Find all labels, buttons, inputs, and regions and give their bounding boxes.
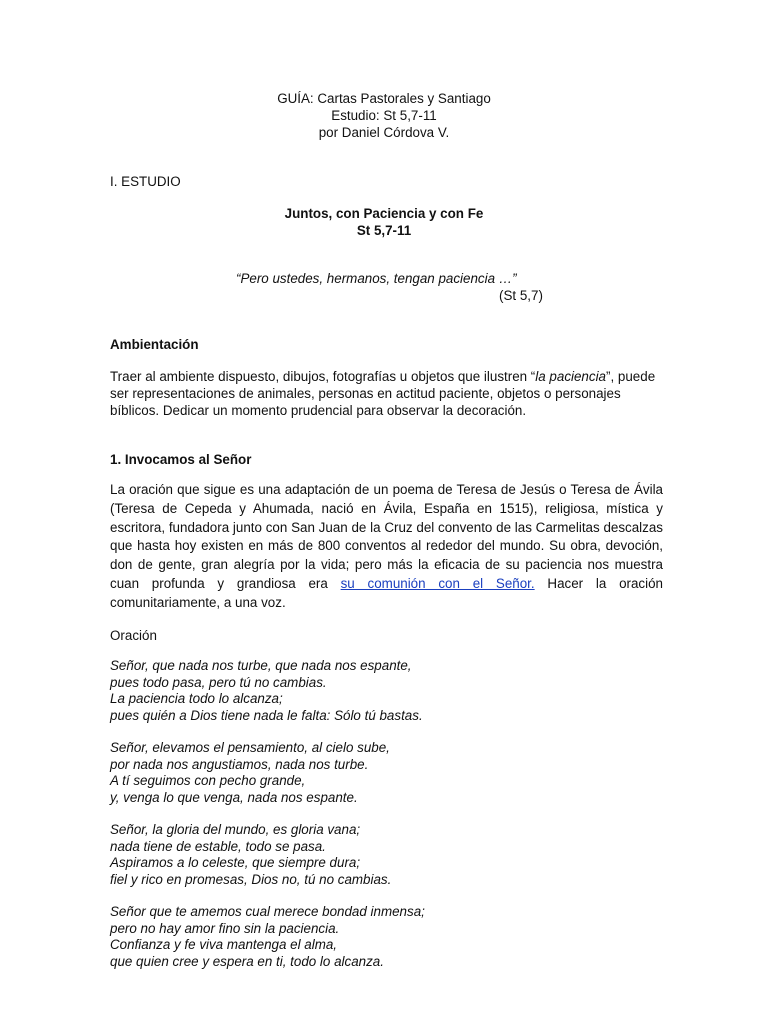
- document-header: [0, 90, 768, 141]
- prayer-line: nada tiene de estable, todo se pasa.: [110, 838, 326, 854]
- prayer-line: Señor, elevamos el pensamiento, al cielo sube,: [110, 740, 390, 755]
- prayer-line: fiel y rico en promesas, Dios no, tú no cambias.: [110, 871, 392, 887]
- prayer-line: Señor que te amemos cual merece bondad inmensa;: [110, 904, 425, 919]
- ambientacion-text-end: ”, puede ser representaciones de animales, personas en actitud paciente, objetos o personajes bíblicos. Dedicar un momento prudencial para observar la decoración.: [110, 369, 656, 418]
- epigraph-quote: “Pero ustedes, hermanos, tengan paciencia …”: [236, 271, 517, 286]
- oracion-label: Oración: [110, 628, 157, 643]
- ambientacion-heading: Ambientación: [110, 337, 199, 352]
- prayer-line: pues quién a Dios tiene nada le falta: Sólo tú bastas.: [110, 707, 423, 723]
- prayer-line: pues todo pasa, pero tú no cambias.: [110, 674, 327, 690]
- prayer-stanza-4: [110, 904, 425, 970]
- prayer-line: A tí seguimos con pecho grande,: [110, 773, 306, 788]
- epigraph-reference: (St 5,7): [499, 288, 543, 303]
- invocamos-text-end: Hacer la oración comunitariamente, a una voz.: [110, 575, 663, 610]
- guide-title: GUÍA: Cartas Pastorales y Santiago: [277, 91, 491, 106]
- prayer-line: La paciencia todo lo alcanza;: [110, 691, 283, 706]
- study-title-reference: St 5,7-11: [356, 223, 412, 238]
- prayer-line: por nada nos angustiamos, nada nos turbe.: [110, 756, 369, 772]
- prayer-line: Confianza y fe viva mantenga el alma,: [110, 937, 338, 952]
- ambientacion-paragraph: [110, 368, 663, 419]
- study-subtitle: Estudio: St 5,7-11: [331, 108, 437, 123]
- prayer-stanza-1: [110, 658, 423, 724]
- prayer-line: y, venga lo que venga, nada nos espante.: [110, 789, 358, 805]
- comunion-link[interactable]: su comunión con el Señor.: [340, 575, 535, 591]
- ambientacion-text-start: Traer al ambiente dispuesto, dibujos, fotografías u objetos que ilustren “: [110, 369, 536, 384]
- study-title-main: Juntos, con Paciencia y con Fe: [284, 206, 484, 221]
- section-heading: I. ESTUDIO: [110, 174, 181, 189]
- prayer-line: que quien cree y espera en ti, todo lo alcanza.: [110, 953, 384, 969]
- author-line: por Daniel Córdova V.: [318, 125, 450, 140]
- study-title: [0, 205, 768, 239]
- prayer-line: Aspiramos a lo celeste, que siempre dura;: [110, 855, 361, 870]
- ambientacion-emphasis: la paciencia: [535, 369, 607, 384]
- prayer-stanza-2: [110, 740, 390, 806]
- prayer-line: Señor, la gloria del mundo, es gloria vana;: [110, 822, 361, 837]
- prayer-line: Señor, que nada nos turbe, que nada nos espante,: [110, 658, 412, 673]
- invocamos-text-start: La oración que sigue es una adaptación de un poema de Teresa de Jesús o Teresa de Ávila (Teresa de Cepeda y Ahumada, nació en Ávila, España en 1515), religiosa, mística y escritora, fundadora junto con San Juan de la Cruz del convento de las Carmelitas descalzas que hasta hoy existen en más de 800 conventos al rededor del mundo. Su obra, devoción, don de gente, gran alegría por la vida; pero más la eficacia de su paciencia nos muestra cuan profunda y grandiosa era: [110, 482, 663, 591]
- prayer-line: pero no hay amor fino sin la paciencia.: [110, 920, 340, 936]
- prayer-stanza-3: [110, 822, 391, 888]
- invocamos-paragraph: [110, 481, 663, 613]
- invocamos-heading: 1. Invocamos al Señor: [110, 452, 252, 467]
